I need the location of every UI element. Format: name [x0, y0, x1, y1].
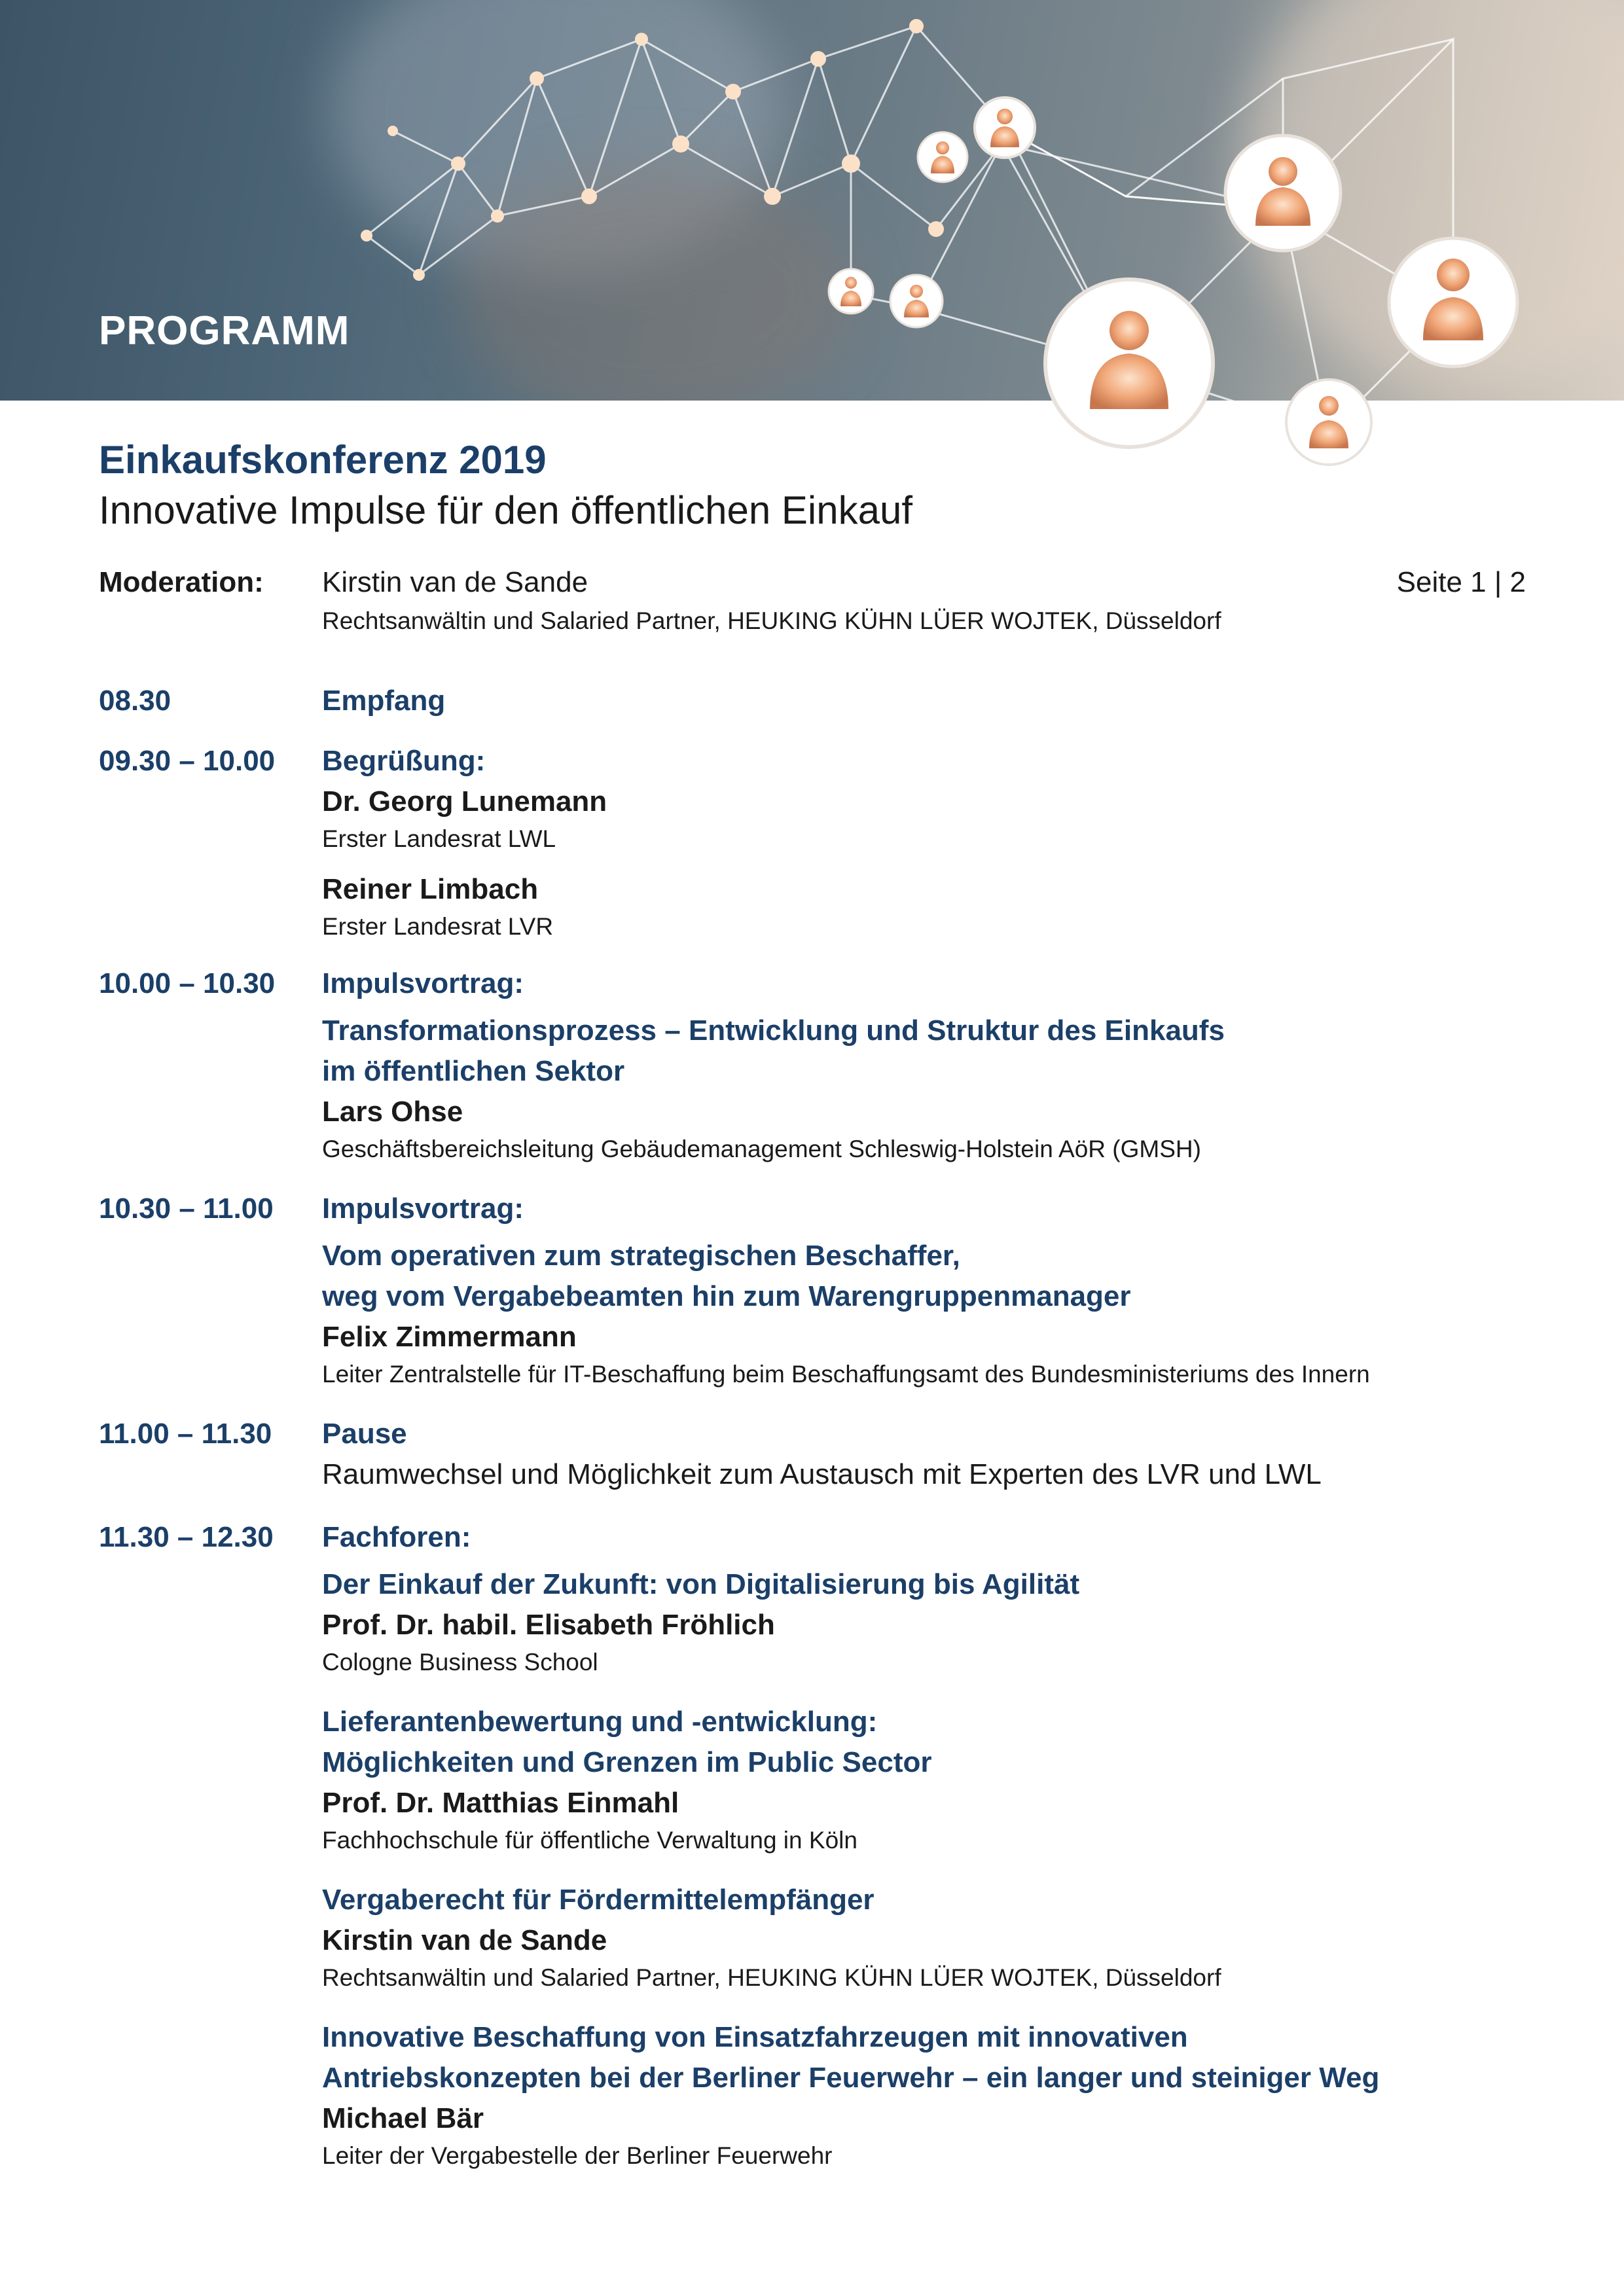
program-slot — [0, 1517, 1624, 2173]
speaker-affiliation: Fachhochschule für öffentliche Verwaltung in Köln — [322, 1827, 857, 1854]
slot-time: 10.00 – 10.30 — [99, 967, 276, 999]
speaker-affiliation: Erster Landesrat LWL — [322, 825, 556, 852]
slot-time: 08.30 — [99, 685, 171, 717]
speaker-affiliation: Geschäftsbereichsleitung Gebäudemanagement Schleswig-Holstein AöR (GMSH) — [322, 1136, 1201, 1162]
slot-content — [322, 1517, 1566, 2173]
person-icon — [1389, 238, 1517, 367]
speaker-block — [322, 869, 1566, 944]
talk-title: im öffentlichen Sektor — [322, 1055, 625, 1087]
talk-title: Vom operativen zum strategischen Beschaffer, — [322, 1240, 960, 1272]
conference-title: Einkaufskonferenz 2019 — [99, 438, 547, 482]
program-slot — [0, 1414, 1624, 1495]
talk-block — [322, 1011, 1566, 1166]
moderation-label: Moderation: — [99, 566, 264, 598]
speaker-name: Dr. Georg Lunemann — [322, 785, 607, 817]
moderator-affiliation: Rechtsanwältin und Salaried Partner, HEUKING KÜHN LÜER WOJTEK, Düsseldorf — [322, 607, 1221, 634]
slot-kind: Pause — [322, 1418, 407, 1450]
slot-kind: Begrüßung: — [322, 745, 486, 777]
slot-content — [322, 1189, 1566, 1391]
slot-time: 11.00 – 11.30 — [99, 1418, 272, 1450]
conference-subtitle: Innovative Impulse für den öffentlichen Einkauf — [99, 488, 913, 532]
slot-content — [322, 681, 1566, 721]
speaker-affiliation: Leiter Zentralstelle für IT-Beschaffung beim Beschaffungsamt des Bundesministeriums des Innern — [322, 1361, 1370, 1388]
slot-time: 09.30 – 10.00 — [99, 745, 276, 777]
speaker-affiliation: Rechtsanwältin und Salaried Partner, HEUKING KÜHN LÜER WOJTEK, Düsseldorf — [322, 1964, 1221, 1991]
talk-title: weg vom Vergabebeamten hin zum Warengruppenmanager — [322, 1280, 1131, 1312]
forum-title: Antriebskonzepten bei der Berliner Feuerwehr – ein langer und steiniger Weg — [322, 2062, 1380, 2094]
forum-title: Möglichkeiten und Grenzen im Public Sector — [322, 1746, 932, 1778]
banner-title: PROGRAMM — [99, 308, 350, 353]
talk-block — [322, 1236, 1566, 1391]
person-icon — [1225, 135, 1341, 251]
program-slot — [0, 741, 1624, 944]
slot-kind: Empfang — [322, 685, 446, 717]
forum-block — [322, 1564, 1566, 1679]
program-slot — [0, 963, 1624, 1166]
moderator-name: Kirstin van de Sande — [322, 566, 588, 598]
speaker-name: Prof. Dr. Matthias Einmahl — [322, 1787, 679, 1819]
program-list — [0, 681, 1624, 2187]
program-slot — [0, 681, 1624, 721]
slot-time: 10.30 – 11.00 — [99, 1193, 274, 1225]
forum-title: Lieferantenbewertung und -entwicklung: — [322, 1706, 878, 1738]
forum-block — [322, 2017, 1566, 2173]
page-number: Seite 1 | 2 — [1396, 566, 1526, 598]
forum-title: Innovative Beschaffung von Einsatzfahrzeugen mit innovativen — [322, 2021, 1188, 2053]
speaker-name: Michael Bär — [322, 2102, 484, 2134]
slot-time: 11.30 – 12.30 — [99, 1521, 274, 1553]
person-icon — [1286, 380, 1371, 465]
speaker-name: Lars Ohse — [322, 1096, 463, 1128]
forum-title: Vergaberecht für Fördermittelempfänger — [322, 1884, 875, 1916]
speaker-block — [322, 781, 1566, 856]
talk-title: Transformationsprozess – Entwicklung und Struktur des Einkaufs — [322, 1014, 1225, 1047]
forum-title: Der Einkauf der Zukunft: von Digitalisierung bis Agilität — [322, 1568, 1080, 1600]
speaker-name: Kirstin van de Sande — [322, 1924, 607, 1956]
person-icon — [975, 98, 1035, 158]
slot-content — [322, 741, 1566, 944]
speaker-affiliation: Leiter der Vergabestelle der Berliner Feuerwehr — [322, 2142, 833, 2169]
speaker-affiliation: Cologne Business School — [322, 1649, 598, 1676]
speaker-affiliation: Erster Landesrat LVR — [322, 913, 554, 940]
speaker-name: Reiner Limbach — [322, 873, 539, 905]
person-icon — [829, 269, 873, 314]
avatar-graphic — [0, 0, 1624, 484]
forum-block — [322, 1702, 1566, 1857]
speaker-name: Prof. Dr. habil. Elisabeth Fröhlich — [322, 1609, 775, 1641]
program-slot — [0, 1189, 1624, 1391]
person-icon — [890, 275, 943, 327]
pause-note: Raumwechsel und Möglichkeit zum Austausch mit Experten des LVR und LWL — [322, 1458, 1322, 1490]
slot-content — [322, 963, 1566, 1166]
forum-block — [322, 1880, 1566, 1995]
slot-content — [322, 1414, 1566, 1495]
person-icon — [918, 132, 967, 182]
speaker-name: Felix Zimmermann — [322, 1321, 577, 1353]
slot-kind: Fachforen: — [322, 1521, 471, 1553]
slot-kind: Impulsvortrag: — [322, 1193, 524, 1225]
person-icon — [1045, 279, 1213, 447]
slot-kind: Impulsvortrag: — [322, 967, 524, 999]
